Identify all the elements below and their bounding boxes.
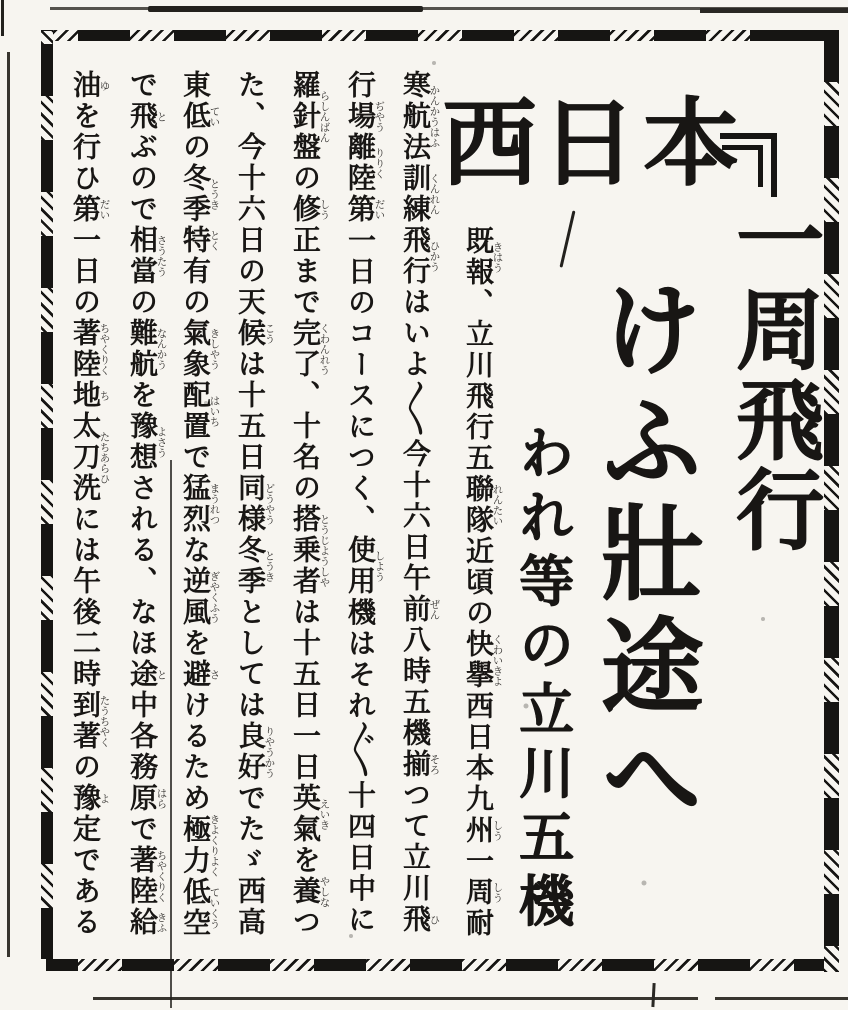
body-column-6: 東低ていの冬季とうき特とく有の氣象きしやう配置はいちで猛烈まうれつな逆風ぎやくふうを避さけるため極力きよくりよく低空ていくう [179, 70, 220, 939]
left-page-rule [7, 52, 10, 957]
body-column-2: 寒航法かんかうはふ訓練くんれん飛行ひかうはいよ〱今十六日午前ぜん八時五機揃そろつて立川飛ひ [399, 70, 440, 935]
top-page-rule-dark-segment [148, 6, 423, 12]
frame-edge-left [41, 30, 53, 959]
body-column-7: で飛とぶので相當さうたうの難航なんかうを豫想よさうされる、なほ途と中各務原はらで著陸ちやくりく給きふ [126, 70, 167, 938]
body-column-5: た、今十六日の天候こうは十五日同様どうやう冬季とうきとしては良好りやうかうでたゞ西高 [234, 70, 275, 938]
body-column-3: 行場ぢやう離陸りりく第だい一日のコースにつく、使用しよう機はそれ〲十四日中に [344, 70, 385, 936]
headline-subhead: われ等の立川五機 [511, 424, 572, 936]
body-column-4: 羅針盤らしんばんの修しう正まで完了くわんれう、十名の搭乗者とうじようしやは十五日一日英氣えいきを養やしなつ [289, 70, 330, 938]
frame-edge-right [824, 30, 839, 972]
headline-char-nichi: 日 [541, 91, 637, 197]
body-column-1: 既報きはう、立川飛行五聯隊れんたい近頃の快擧くわいきよ西日本九州しう一周しう耐 [462, 226, 503, 939]
left-top-stub-mark [1, 0, 4, 36]
ink-slash-mark [560, 210, 575, 267]
headline-line1: 一周飛行 [723, 194, 820, 554]
body-column-8: 油ゆを行ひ第だい一日の著陸ちやくりく地ち太刀洗たちあらひには午後二時到著たうちやくの豫よ定である [69, 70, 110, 938]
bottom-tick-mark [651, 983, 655, 1007]
frame-edge-top [42, 30, 839, 41]
headline-char-nishi: 西 [442, 91, 538, 197]
top-page-rule-right-segment [700, 8, 848, 13]
bottom-page-rule [93, 997, 848, 1000]
headline-char-hon: 本 [643, 91, 739, 197]
paper-speckles [0, 0, 2, 2]
headline-main: けふ壯途へ [586, 276, 699, 836]
